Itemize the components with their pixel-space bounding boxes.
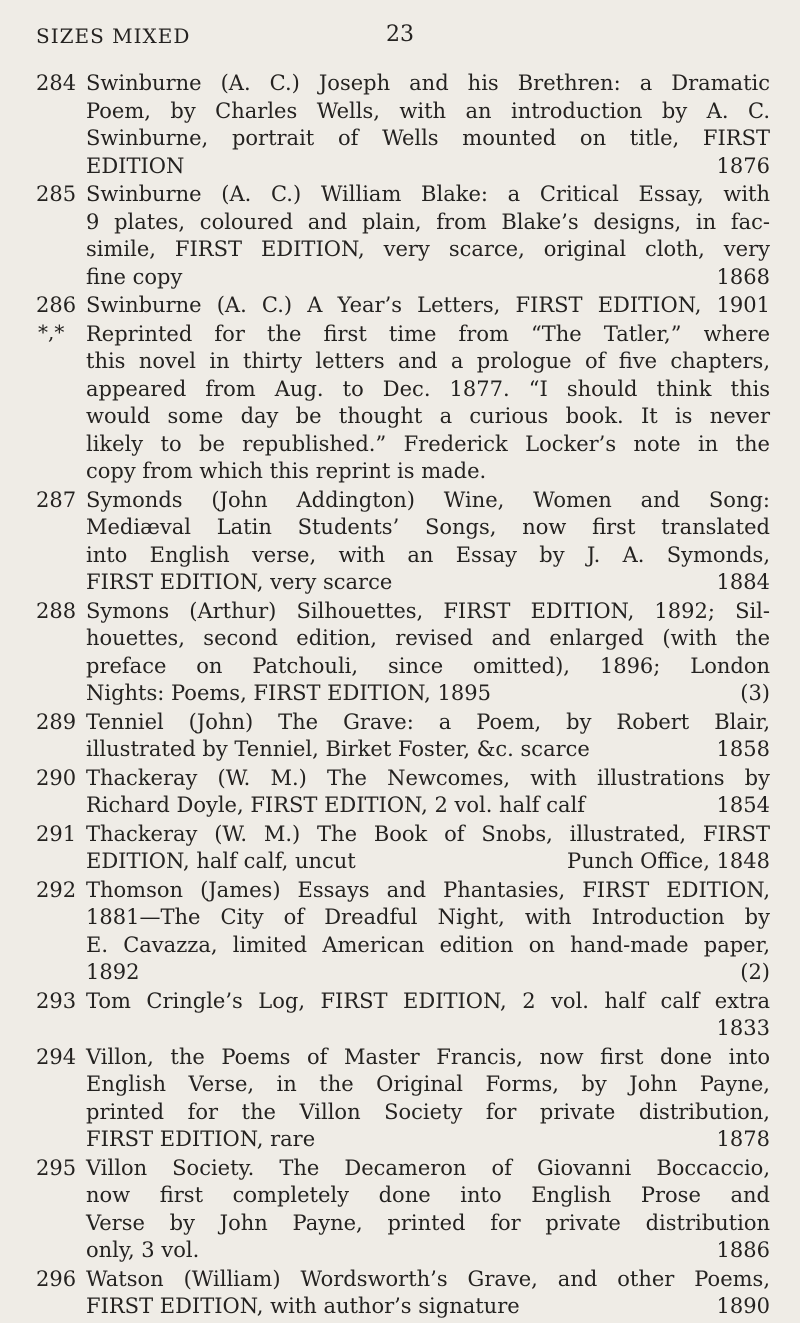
note-line: copy from which this reprint is made. [86, 459, 487, 483]
entry-note [36, 321, 770, 486]
entry-number: 295 [36, 1155, 77, 1180]
catalogue-entries-continued [36, 487, 770, 1321]
asterism-marker: *,* [38, 319, 65, 344]
entry-line: Symonds (John Addington) Wine, Women and Song: [86, 487, 770, 512]
entry-line-text: EDITION, half calf, uncut [86, 849, 356, 873]
catalogue-entry [36, 709, 770, 764]
note-line: appeared from Aug. to Dec. 1877. “I should think this [86, 376, 770, 401]
catalogue-entry [36, 598, 770, 708]
entry-line [86, 569, 770, 597]
catalogue-entry [36, 1266, 770, 1321]
entry-number: 296 [36, 1266, 77, 1291]
entry-line [86, 959, 770, 987]
entry-line-date: 1890 [716, 1294, 770, 1318]
note-line: would some day be thought a curious book. It is never [86, 404, 770, 428]
entry-line-date: 1878 [716, 1127, 770, 1151]
entry-line-text: FIRST EDITION, very scarce [86, 570, 393, 594]
entry-line-date: 1886 [716, 1238, 770, 1262]
entry-line [86, 264, 770, 292]
entry-line [86, 680, 770, 708]
entry-number: 293 [36, 988, 77, 1013]
entry-line: now first completely done into English Prose and [86, 1183, 770, 1207]
entry-number: 292 [36, 877, 77, 902]
entry-line: E. Cavazza, limited American edition on hand-made paper, [86, 932, 770, 957]
entry-line: Swinburne (A. C.) William Blake: a Critical Essay, with [86, 182, 770, 206]
entry-line-date: (2) [740, 960, 770, 984]
entry-line-date: 1854 [716, 793, 770, 817]
entry-line: 1833 [716, 1016, 770, 1040]
entry-number: 287 [36, 487, 77, 512]
entry-line: Thomson (James) Essays and Phantasies, FIRST EDITION, [86, 877, 770, 902]
entry-number: 288 [36, 598, 77, 623]
entry-line-date: 1858 [716, 737, 770, 761]
entry-number: 284 [36, 71, 77, 95]
entry-line-text: fine copy [86, 264, 183, 289]
catalogue-entries [36, 70, 770, 1322]
entry-line-text: illustrated by Tenniel, Birket Foster, &c. scarce [86, 737, 590, 761]
entry-line-date: 1884 [716, 570, 770, 594]
entry-line [86, 792, 770, 820]
entry-line: Tenniel (John) The Grave: a Poem, by Robert Blair, [86, 709, 770, 734]
entry-line: 1881—The City of Dreadful Night, with Introduction by [86, 905, 770, 929]
catalogue-entry [36, 292, 770, 320]
entry-line: Swinburne (A. C.) Joseph and his Brethren: a Dramatic [86, 71, 770, 95]
note-line: likely to be republished.” Frederick Locker’s note in the [86, 431, 770, 456]
catalogue-entry [36, 877, 770, 987]
entry-line-text: 1892 [86, 960, 140, 984]
entry-line [86, 1293, 770, 1321]
entry-line-text: EDITION [86, 153, 185, 178]
entry-line: Poem, by Charles Wells, with an introduction by A. C. [86, 98, 770, 123]
entry-line-text: FIRST EDITION, with author’s signature [86, 1294, 520, 1318]
entry-line [86, 1126, 770, 1154]
entry-number: 291 [36, 821, 77, 846]
entry-line: 9 plates, coloured and plain, from Blake’s designs, in fac- [86, 209, 770, 234]
catalogue-entry [36, 70, 770, 180]
catalogue-entry [36, 988, 770, 1043]
section-title: SIZES MIXED [36, 24, 191, 48]
entry-line-text: Nights: Poems, FIRST EDITION, 1895 [86, 681, 491, 705]
catalogue-entry [36, 1044, 770, 1154]
page-header [36, 16, 756, 56]
entry-number: 290 [36, 765, 77, 790]
catalogue-entry [36, 181, 770, 291]
entry-line [86, 736, 770, 764]
entry-number: 286 [36, 293, 77, 317]
entry-line: Verse by John Payne, printed for private distribution [86, 1210, 770, 1235]
page-number: 23 [386, 22, 414, 47]
note-line: this novel in thirty letters and a prologue of five chapters, [86, 349, 770, 373]
entry-line: simile, FIRST EDITION, very scarce, original cloth, very [86, 237, 770, 261]
entry-line: Watson (William) Wordsworth’s Grave, and other Poems, [86, 1266, 770, 1291]
entry-line: Villon Society. The Decameron of Giovanni Boccaccio, [86, 1155, 770, 1180]
entry-line: Mediæval Latin Students’ Songs, now first translated [86, 515, 770, 539]
entry-line: printed for the Villon Society for private distribution, [86, 1099, 770, 1124]
entry-line-date: 1876 [716, 153, 770, 178]
catalogue-entry [36, 1155, 770, 1265]
entry-line: preface on Patchouli, since omitted), 1896; London [86, 653, 770, 678]
entry-line: Swinburne (A. C.) A Year’s Letters, FIRST EDITION, 1901 [86, 293, 770, 317]
entry-line-text: Richard Doyle, FIRST EDITION, 2 vol. half calf [86, 793, 586, 817]
entry-line: Thackeray (W. M.) The Book of Snobs, illustrated, FIRST [86, 821, 770, 846]
entry-number: 294 [36, 1044, 77, 1069]
entry-line-text: only, 3 vol. [86, 1238, 200, 1262]
entry-line: Tom Cringle’s Log, FIRST EDITION, 2 vol. half calf extra [86, 988, 770, 1013]
entry-line: houettes, second edition, revised and enlarged (with the [86, 626, 770, 650]
entry-line-date: 1868 [716, 264, 770, 289]
entry-line [86, 848, 770, 876]
entry-line: Swinburne, portrait of Wells mounted on title, FIRST [86, 126, 770, 150]
note-line: Reprinted for the first time from “The Tatler,” where [86, 321, 770, 346]
entry-line-date: Punch Office, 1848 [567, 849, 770, 873]
catalogue-entry [36, 765, 770, 820]
entry-line: English Verse, in the Original Forms, by John Payne, [86, 1072, 770, 1096]
entry-line: Symons (Arthur) Silhouettes, FIRST EDITION, 1892; Sil- [86, 598, 770, 623]
entry-number: 285 [36, 182, 77, 206]
entry-line-date: (3) [740, 681, 770, 705]
entry-number: 289 [36, 709, 77, 734]
entry-line: Villon, the Poems of Master Francis, now first done into [86, 1044, 770, 1069]
entry-line [86, 1237, 770, 1265]
catalogue-entry [36, 487, 770, 597]
catalogue-entry [36, 821, 770, 876]
entry-line [86, 153, 770, 181]
entry-line: into English verse, with an Essay by J. A. Symonds, [86, 542, 770, 567]
entry-line: Thackeray (W. M.) The Newcomes, with illustrations by [86, 765, 770, 790]
entry-line-text: FIRST EDITION, rare [86, 1127, 316, 1151]
